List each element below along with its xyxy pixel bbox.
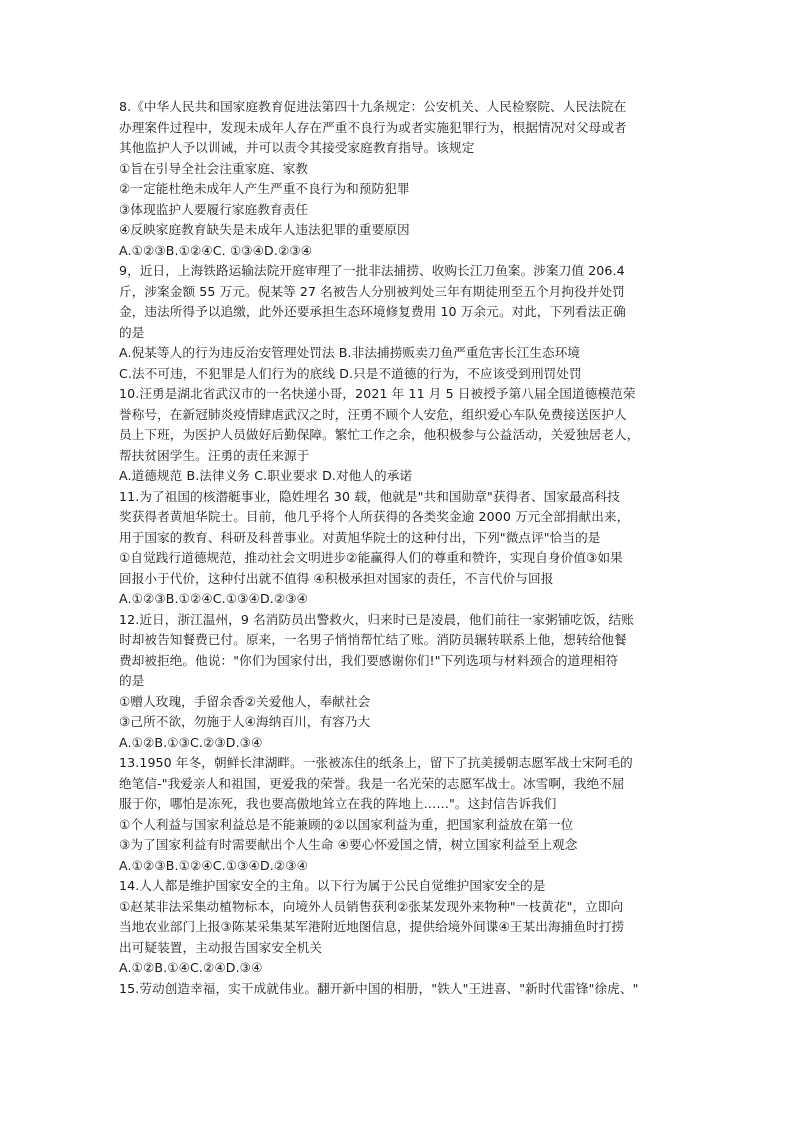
question-12 <box>119 610 679 754</box>
question-15 <box>119 979 679 1000</box>
question-13-line-3: 服于你，哪怕是冻死，我也要高傲地耸立在我的阵地上……"。这封信告诉我们 <box>119 796 557 811</box>
question-14-line-2: ①赵某非法采集动植物标本，向境外人员销售获利②张某发现外来物种"一枝黄花"，立即向 <box>119 898 624 914</box>
question-9 <box>119 261 679 384</box>
question-8-option-4: ④反映家庭教育缺失是未成年人违法犯罪的重要原因 <box>119 222 410 237</box>
question-14-line-1: 14.人人都是维护国家安全的主角。以下行为属于公民自觉维护国家安全的是 <box>119 878 546 893</box>
question-14-line-3: 当地农业部门上报③陈某采集某军港附近地图信息，提供给境外间谍④王某出海捕鱼时打捞 <box>119 919 625 934</box>
question-11 <box>119 487 679 610</box>
question-8-answers: A.①②③B.①②④C. ①③④D.②③④ <box>119 242 313 258</box>
question-12-options-2: ③己所不欲，勿施于人④海纳百川，有容乃大 <box>119 714 371 729</box>
question-8-line-3: 其他监护人予以训诫，并可以责令其接受家庭教育指导。该规定 <box>119 140 475 155</box>
question-10-line-1: 10.汪勇是湖北省武汉市的一名快递小哥，2021 年 11 月 5 日被授予第八届全国道德模范荣 <box>119 386 636 401</box>
question-8-option-1: ①旨在引导全社会注重家庭、家教 <box>119 160 309 176</box>
question-14-answers: A.①②B.①④C.②④D.③④ <box>119 960 263 975</box>
exam-page <box>119 97 679 999</box>
question-14-line-4: 出可疑装置，主动报告国家安全机关 <box>119 939 323 955</box>
question-12-line-3: 费却被拒绝。他说："你们为国家付出，我们要感谢你们!"下列选项与材料颈合的道理相符 <box>119 652 619 668</box>
question-8-line-2: 办理案件过程中，发现未成年人存在严重不良行为或者实施犯罪行为，根据情况对父母或者 <box>119 119 627 135</box>
question-12-line-1: 12.近日，浙江温州，9 名消防员出警救火，归来时已是凌晨，他们前往一家粥铺吃饭，结账 <box>119 611 634 627</box>
question-12-options-1: ①赠人玫瑰，手留余香②关爱他人，奉献社会 <box>119 693 371 709</box>
question-10 <box>119 384 679 487</box>
question-12-line-4: 的是 <box>119 673 145 688</box>
question-13-options-1: ①个人利益与国家利益总是不能兼顾的②以国家利益为重，把国家利益放在第一位 <box>119 816 574 832</box>
question-8-option-3: ③体现监护人要履行家庭教育责任 <box>119 201 309 217</box>
question-11-line-1: 11.为了祖国的核潜艇事业，隐姓埋名 30 载，他就是"共和国勋章"获得者、国家最高科技 <box>119 488 620 504</box>
question-9-line-2: 斤，涉案金额 55 万元。倪某等 27 名被告人分别被判处三年有期徒刑至五个月拘役并处罚 <box>119 283 625 299</box>
question-9-answers-cd: C.法不可违，不犯罪是人们行为的底线 D.只是不道德的行为，不应该受到刑罚处罚 <box>119 365 582 381</box>
question-12-answers: A.①②B.①③C.②③D.③④ <box>119 734 263 750</box>
question-13-answers: A.①②③B.①②④C.①③④D.②③④ <box>119 857 309 873</box>
question-10-line-3: 员上下班，为医护人员做好后勤保障。繁忙工作之余，他积极参与公益活动，关爱独居老人， <box>119 427 640 442</box>
question-11-line-2: 奖获得者黄旭华院士。目前，他几乎将个人所获得的各类奖金逾 2000 万元全部捐献出来， <box>119 509 630 524</box>
question-13 <box>119 753 679 876</box>
question-12-line-2: 时却被告知餐费已付。原来，一名男子悄悄帮忙结了账。消防员辗转联系上他，想转给他餐 <box>119 632 627 647</box>
question-13-options-2: ③为了国家利益有时需要献出个人生命 ④要心怀爱国之情，树立国家利益至上观念 <box>119 837 578 852</box>
question-9-line-4: 的是 <box>119 324 145 340</box>
question-8 <box>119 97 679 261</box>
question-11-options-2: 回报小于代价，这种付出就不值得 ④积极承担对国家的责任，不言代价与回报 <box>119 570 554 586</box>
question-9-line-1: 9，近日，上海铁路运输法院开庭审理了一批非法捕捞、收购长江刀鱼案。涉案刀值 206.4 <box>119 263 625 278</box>
question-9-answers-ab: A.倪某等人的行为违反治安管理处罚法 B.非法捕捞贩卖刀鱼严重危害长江生态环境 <box>119 345 581 360</box>
question-11-line-3: 用于国家的教育、科研及科普事业。对黄旭华院士的这种付出，下列"微点评"恰当的是 <box>119 529 601 545</box>
question-10-answers: A.道德规范 B.法律义务 C.职业要求 D.对他人的承诺 <box>119 468 413 483</box>
question-13-line-2: 绝笔信-"我爱亲人和祖国，更爱我的荣誉。我是一名光荣的志愿军战士。冰雪啊，我绝不屈 <box>119 775 625 791</box>
question-8-option-2: ②一定能杜绝未成年人产生严重不良行为和预防犯罪 <box>119 181 410 196</box>
question-13-line-1: 13.1950 年冬，朝鲜长津湖畔。一张被冻住的纸条上，留下了抗美援朝志愿军战士宋阿毛的 <box>119 755 633 770</box>
question-11-options-1: ①自觉践行道德规范，推动社会文明进步②能赢得人们的尊重和赞许，实现自身价值③如果 <box>119 550 623 565</box>
question-10-line-2: 誉称号，在新冠肺炎疫情肆虐武汉之时，汪勇不顾个人安危，组织爱心车队免费接送医护人 <box>119 406 627 422</box>
question-10-line-4: 帮扶贫困学生。汪勇的责任来源于 <box>119 447 310 463</box>
question-11-answers: A.①②③B.①②④C.①③④D.②③④ <box>119 591 309 606</box>
question-14 <box>119 876 679 979</box>
question-9-line-3: 金，违法所得予以追缴，此外还要承担生态环境修复费用 10 万余元。对此，下列看法正确 <box>119 304 626 319</box>
question-15-line-1: 15.劳动创造幸福，实干成就伟业。翻开新中国的相册，"铁人"王进喜、"新时代雷锋"徐虎、" <box>119 980 639 996</box>
question-8-line-1: 8.《中华人民共和国家庭教育促进法第四十九条规定：公安机关、人民检察院、人民法院在 <box>119 99 627 114</box>
